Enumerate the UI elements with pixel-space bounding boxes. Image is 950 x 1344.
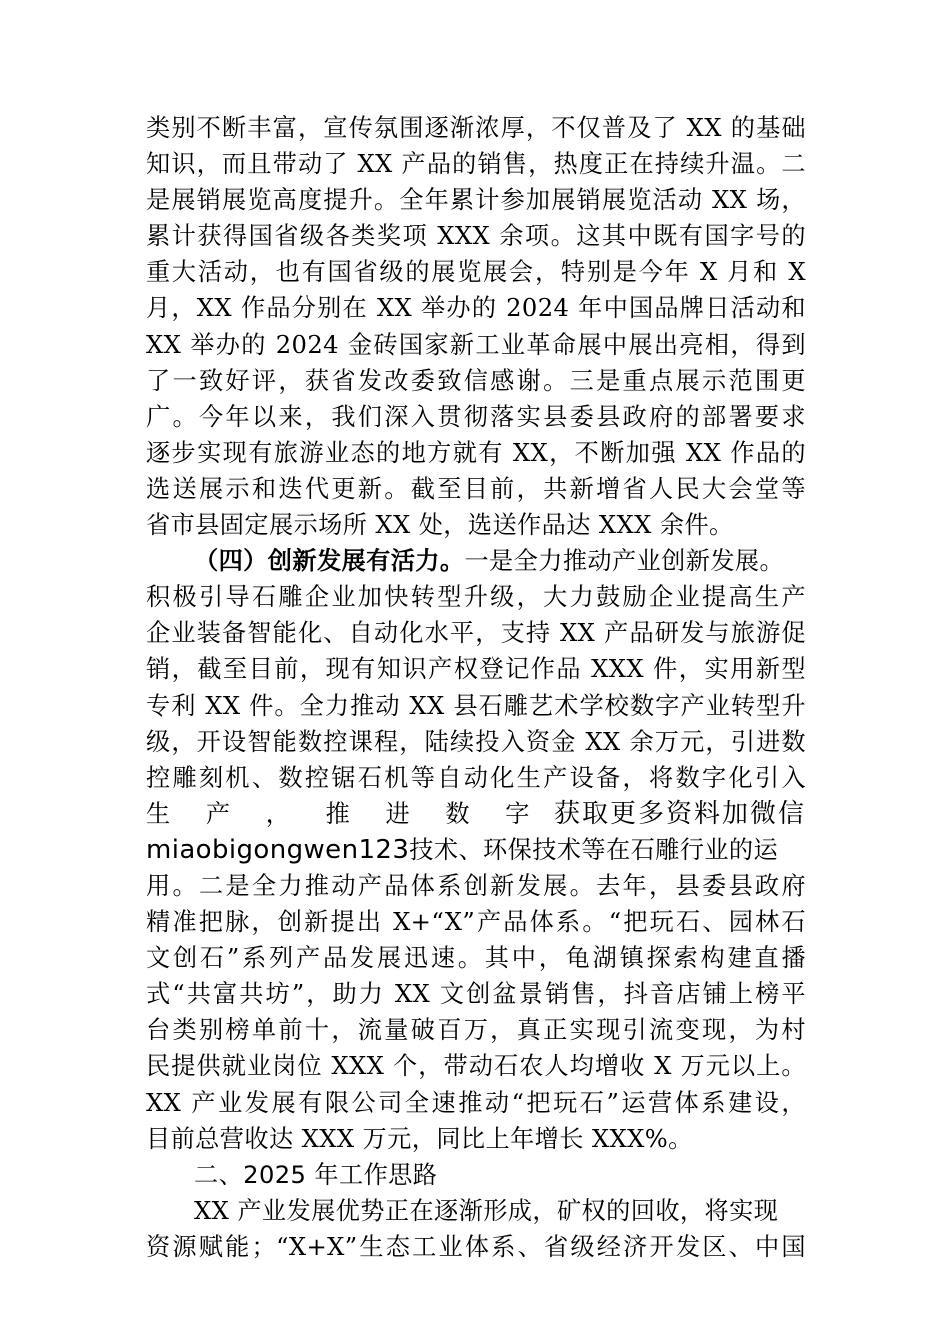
text-line: 了一致好评，获省发改委致信感谢。三是重点展示范围更 xyxy=(146,366,806,395)
text-line: 重大活动，也有国省级的展览展会，特别是今年 X 月和 X xyxy=(146,258,806,287)
text-line: 精准把脉，创新提出 X+“X”产品体系。“把玩石、园林石 xyxy=(146,908,806,937)
text-line: 选送展示和迭代更新。截至目前，共新增省人民大会堂等 xyxy=(146,474,806,503)
text-line: 销，截至目前，现有知识产权登记作品 XXX 件，实用新型 xyxy=(146,655,806,684)
ad-line-suffix: 技术、环保技术等在石雕行业的运 xyxy=(409,835,779,864)
text-line: 积极引导石雕企业加快转型升级，大力鼓励企业提高生产 xyxy=(146,583,806,612)
section-2 xyxy=(146,1157,806,1265)
text-line: XX 举办的 2024 金砖国家新工业革命展中展出亮相，得到 xyxy=(146,330,806,359)
text-line: 是展销展览高度提升。全年累计参加展销展览活动 XX 场， xyxy=(146,186,806,215)
section4-first-text: 一是全力推动产业创新发展。 xyxy=(464,547,785,576)
text-line: 企业装备智能化、自动化水平，支持 XX 产品研发与旅游促 xyxy=(146,619,806,648)
text-line: 目前总营收达 XXX 万元，同比上年增长 XXX%。 xyxy=(146,1124,693,1153)
wechat-id: miaobigongwen123 xyxy=(146,834,410,865)
text-line: 累计获得国省级各类奖项 XXX 余项。这其中既有国字号的 xyxy=(146,222,806,251)
text-line: 级，开设智能数控课程，陆续投入资金 XX 余万元，引进数 xyxy=(146,727,806,756)
paragraph-exhibitions xyxy=(146,110,806,543)
text-line: 类别不断丰富，宣传氛围逐渐浓厚，不仅普及了 XX 的基础 xyxy=(146,114,806,142)
text-line: XX 产业发展有限公司全速推动“把玩石”运营体系建设， xyxy=(146,1088,806,1117)
ad-line-2 xyxy=(146,832,806,868)
text-line: 知识，而且带动了 XX 产品的销售，热度正在持续升温。二 xyxy=(146,150,806,179)
ad-line-prefix: 生 产 ， 推 进 数 字 xyxy=(146,799,544,828)
text-line: 用。二是全力推动产品体系创新发展。去年，县委县政府 xyxy=(146,871,806,900)
text-line: XX 产业发展优势正在逐渐形成，矿权的回收，将实现 xyxy=(194,1196,779,1225)
ad-line xyxy=(146,796,806,832)
text-line: 台类别榜单前十，流量破百万，真正实现引流变现，为村 xyxy=(146,1016,806,1045)
text-line: 逐步实现有旅游业态的地方就有 XX，不断加强 XX 作品的 xyxy=(146,438,806,467)
text-line: 专利 XX 件。全力推动 XX 县石雕艺术学校数字产业转型升 xyxy=(146,691,806,720)
section-heading-line xyxy=(146,543,806,579)
section2-heading: 二、2025 年工作思路 xyxy=(194,1160,438,1189)
text-line: 式“共富共坊”，助力 XX 文创盆景销售，抖音店铺上榜平 xyxy=(146,980,806,1009)
text-line: 省市县固定展示场所 XX 处，选送作品达 XXX 余件。 xyxy=(146,511,734,540)
text-line: 文创石”系列产品发展迅速。其中，龟湖镇探索构建直播 xyxy=(146,944,806,973)
text-line: 民提供就业岗位 XXX 个，带动石农人均增收 X 万元以上。 xyxy=(146,1052,806,1081)
document-body xyxy=(146,110,806,1265)
text-line: 月，XX 作品分别在 XX 举办的 2024 年中国品牌日活动和 xyxy=(146,294,806,323)
text-line: 资源赋能；“X+X”生态工业体系、省级经济开发区、中国 xyxy=(146,1232,806,1261)
text-line: 广。今年以来，我们深入贯彻落实县委县政府的部署要求 xyxy=(146,402,806,431)
text-line: 控雕刻机、数控锯石机等自动化生产设备，将数字化引入 xyxy=(146,763,806,792)
section4-heading: （四）创新发展有活力。 xyxy=(194,546,465,576)
wechat-ad-text: 获取更多资料加微信 xyxy=(553,798,806,829)
paragraph-innovation xyxy=(146,543,806,1157)
